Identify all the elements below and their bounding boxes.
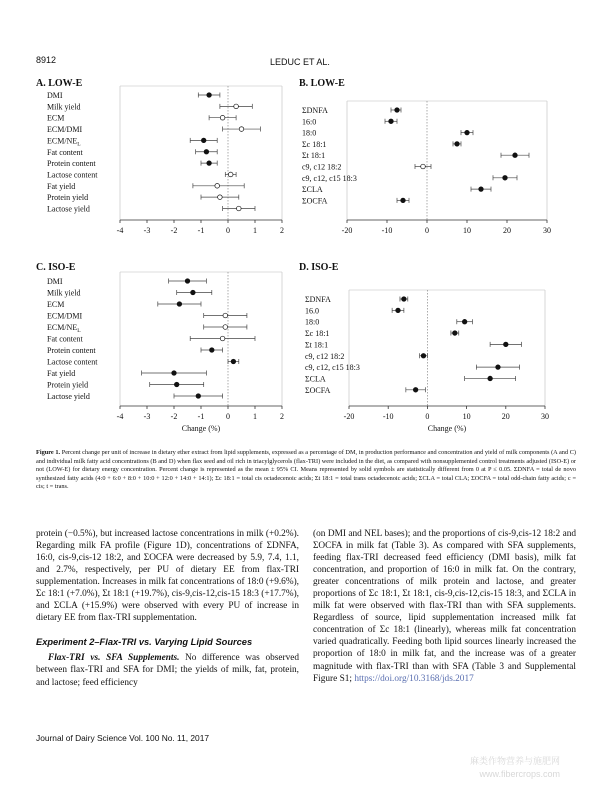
category-label: Lactose content: [47, 357, 98, 367]
body-paragraph: protein (−0.5%), but increased lactose concentrations in milk (+0.2%). Regarding milk FA profile (Figure 1D), concentrations of ΣDNFA, 16:0, cis-9,cis-12 18:2, and ΣOCFA were decreased by 5.9, 7.4, 1.1, and 2.7%, respectively, per PU of dietary EE from flax-TRI supplementation. Increases in milk fat concentrations of 18:0 (+9.6%), Σc 18:1 (+7.0%), Σt 18:1 (+19.7%), cis-9,cis-12,cis-15 18:3 (+17.7%), and ΣCLA (+15.9%) were observed with every PU of increase in dietary EE from flax-TRI supplementation.: [36, 529, 299, 624]
category-label: ECM: [47, 300, 65, 309]
panel-title: D. ISO-E: [299, 262, 339, 273]
category-label: 16.0: [305, 306, 319, 316]
category-label: ΣOCFA: [302, 196, 328, 206]
category-label: DMI: [47, 277, 63, 286]
watermark-line: 麻类作物营养与施肥网: [470, 756, 561, 766]
estimate-point-significant: [172, 371, 177, 376]
estimate-point-significant: [453, 331, 458, 336]
x-tick-label: 2: [280, 412, 284, 421]
estimate-point-significant: [231, 359, 236, 364]
estimate-point-significant: [401, 198, 406, 203]
body-paragraph: [36, 652, 299, 688]
category-label: Fat yield: [47, 181, 76, 191]
category-label: c9, c12 18:2: [302, 162, 342, 172]
category-label: c9, c12, c15 18:3: [305, 363, 360, 373]
x-tick-label: -3: [143, 226, 151, 235]
x-tick-label: 2: [280, 226, 284, 235]
estimate-point-significant: [185, 279, 190, 284]
panel-title: B. LOW-E: [299, 78, 345, 89]
estimate-point-significant: [503, 176, 508, 181]
estimate-point-significant: [402, 297, 407, 302]
category-subscript: L: [77, 141, 81, 148]
x-tick-label: -4: [116, 412, 124, 421]
estimate-point-significant: [207, 93, 212, 98]
estimate-point-significant: [204, 149, 209, 154]
category-label: Protein content: [47, 346, 96, 355]
estimate-point-significant: [465, 130, 470, 135]
category-label: Σc 18:1: [302, 139, 327, 149]
watermark: [470, 755, 560, 781]
x-tick-label: -10: [382, 412, 394, 421]
x-tick-label: -2: [170, 226, 178, 235]
x-axis-label: Change (%): [181, 424, 221, 433]
estimate-point-significant: [421, 353, 426, 358]
category-label: Σc 18:1: [305, 329, 330, 339]
panel-title: C. ISO-E: [36, 262, 76, 273]
category-label: ΣDNFA: [302, 106, 328, 115]
category-label: Protein yield: [47, 193, 89, 203]
category-label: ΣCLA: [302, 185, 323, 195]
x-tick-label: 20: [501, 412, 510, 421]
x-tick-label: 0: [425, 226, 429, 235]
estimate-point-significant: [504, 342, 509, 347]
category-label: Lactose content: [47, 170, 98, 180]
estimate-point-nonsignificant: [239, 127, 244, 132]
category-label: c9, c12 18:2: [305, 351, 345, 361]
estimate-point-significant: [395, 108, 400, 113]
category-label: ΣOCFA: [305, 385, 331, 395]
category-label: ECM/$NE_L$: [47, 136, 81, 148]
x-tick-label: -1: [197, 412, 205, 421]
estimate-point-nonsignificant: [421, 164, 426, 169]
category-label: 18:0: [305, 317, 320, 327]
estimate-point-significant: [462, 319, 467, 324]
estimate-point-significant: [496, 365, 501, 370]
estimate-point-significant: [396, 308, 401, 313]
estimate-point-significant: [479, 187, 484, 192]
estimate-point-significant: [191, 290, 196, 295]
estimate-point-significant: [455, 142, 460, 147]
category-label: c9, c12, c15 18:3: [302, 173, 357, 183]
x-tick-label: -20: [343, 412, 355, 421]
estimate-point-significant: [174, 382, 179, 387]
category-label: Fat yield: [47, 369, 76, 378]
estimate-point-nonsignificant: [220, 336, 225, 341]
category-label: ECM/DMI: [47, 125, 83, 135]
estimate-point-significant: [196, 394, 201, 399]
panel-title: A. LOW-E: [36, 78, 83, 89]
x-tick-label: 30: [543, 226, 551, 235]
x-tick-label: 30: [541, 412, 549, 421]
x-tick-label: -1: [197, 226, 205, 235]
section-heading: Experiment 2–Flax-TRI vs. Varying Lipid Sources: [36, 637, 253, 648]
category-label: 18:0: [302, 128, 317, 138]
subsection-heading: Flax-TRI vs. SFA Supplements.: [48, 653, 180, 664]
estimate-point-nonsignificant: [228, 172, 233, 177]
category-label: ΣDNFA: [305, 295, 331, 304]
estimate-point-significant: [210, 348, 215, 353]
estimate-point-nonsignificant: [218, 195, 223, 200]
category-subscript: L: [77, 328, 81, 334]
category-label: Protein content: [47, 159, 96, 169]
estimate-point-significant: [488, 376, 493, 381]
estimate-point-nonsignificant: [234, 104, 239, 109]
x-tick-label: 10: [463, 226, 471, 235]
journal-footer: Journal of Dairy Science Vol. 100 No. 11, 2017: [36, 733, 210, 743]
category-label: DMI: [47, 91, 63, 100]
estimate-point-significant: [513, 153, 518, 158]
body-paragraph: [313, 528, 576, 685]
figure-caption: [36, 449, 576, 492]
category-label: Lactose yield: [47, 204, 90, 214]
estimate-point-significant: [177, 302, 182, 307]
caption-label: Figure 1.: [36, 449, 61, 456]
x-tick-label: -3: [143, 412, 151, 421]
x-tick-label: -2: [170, 412, 178, 421]
estimate-point-nonsignificant: [215, 184, 220, 189]
caption-text: Percent change per unit of increase in dietary ether extract from lipid supplements, expressed as a percentage of DM, in production performance and concentration and yield of milk components (A and C) and individual milk fatty acid concentrations (B and D) when flax seed and oil rich in triacylglycerols (flax-TRI) were included in the diet, as compared with nonsupplemented control treatments adjusted (ISO-E) or not (LOW-E) for dietary energy concentration. Percent change is represented as the mean ± 95% CI. Means represented by solid symbols are statistically different from 0 at P ≤ 0.05. ΣDNFA = total de novo synthesized fatty acids (4:0 + 6:0 + 8:0 + 10:0 + 12:0 + 14:0 + 14:1); Σc 18:1 = total cis octadecenoic acids; Σt 18:1 = total trans octadecenoic acids; ΣCLA = total CLA; ΣOCFA = total odd-chain fatty acids; c = cis; t = trans.: [36, 449, 576, 491]
x-tick-label: -10: [381, 226, 393, 235]
category-label: Σt 18:1: [302, 151, 326, 161]
x-tick-label: 0: [226, 226, 230, 235]
category-label: Fat content: [47, 147, 83, 157]
body-right-column: [313, 528, 576, 685]
category-label: Milk yield: [47, 288, 81, 298]
x-tick-label: 0: [226, 412, 230, 421]
x-tick-label: 0: [425, 412, 430, 421]
estimate-point-significant: [207, 161, 212, 166]
category-label: Lactose yield: [47, 392, 90, 401]
doi-link[interactable]: https://doi.org/10.3168/jds.2017: [354, 673, 474, 684]
category-label: ECM: [47, 113, 65, 123]
x-tick-label: -4: [116, 226, 124, 235]
category-label: ECM/$NE_L$: [47, 323, 81, 334]
category-label: ΣCLA: [305, 374, 326, 384]
category-label: 16:0: [302, 117, 317, 127]
page-number: 8912: [36, 55, 57, 65]
category-label: Fat content: [47, 334, 83, 344]
category-label: ECM/DMI: [47, 311, 83, 321]
estimate-point-significant: [201, 138, 206, 143]
x-tick-label: 1: [253, 226, 257, 235]
body-left-column: [36, 528, 299, 689]
category-label: Σt 18:1: [305, 340, 329, 350]
x-tick-label: 20: [503, 226, 511, 235]
x-tick-label: -20: [341, 226, 353, 235]
running-head: LEDUC ET AL.: [270, 57, 330, 67]
body-text: (on DMI and NEL bases); and the proportions of cis-9,cis-12 18:2 and ΣOCFA in milk fat (Table 3). As compared with SFA supplements, feeding flax-TRI decreased feed efficiency (DMI basis), milk fat concentration, and proportion of 16:0 in milk fat. On the contrary, greater concentrations of milk protein and lactose, and greater proportions of Σc 18:1, Σt 18:1, cis-9,cis-12,cis-15 18:3, and ΣCLA in milk fat were observed with flax-TRI than with SFA supplements. Regardless of source, lipid supplementation increased milk fat concentration of Σc 18:1 (linearly), whereas milk fat concentration varied quadratically. Feeding both lipid sources linearly increased the proportion of 18:0 in milk fat, and the increase was of a greater magnitude with flax-TRI than with SFA (Table 3 and Supplemental Figure S1;: [313, 529, 576, 684]
category-label: Protein yield: [47, 380, 89, 390]
estimate-point-nonsignificant: [220, 115, 225, 120]
x-axis-label: Change (%): [427, 424, 467, 433]
estimate-point-significant: [389, 119, 394, 124]
estimate-point-nonsignificant: [237, 206, 242, 211]
watermark-line: www.fibercrops.com: [479, 769, 561, 779]
x-tick-label: 1: [253, 412, 257, 421]
estimate-point-nonsignificant: [223, 313, 228, 318]
body-text: No difference was observed between flax-TRI and SFA for DMI; the yields of milk, fat, protein, and lactose; feed efficiency: [36, 653, 300, 688]
x-tick-label: 10: [462, 412, 471, 421]
estimate-point-significant: [413, 388, 418, 393]
category-label: Milk yield: [47, 102, 81, 112]
estimate-point-nonsignificant: [223, 325, 228, 330]
